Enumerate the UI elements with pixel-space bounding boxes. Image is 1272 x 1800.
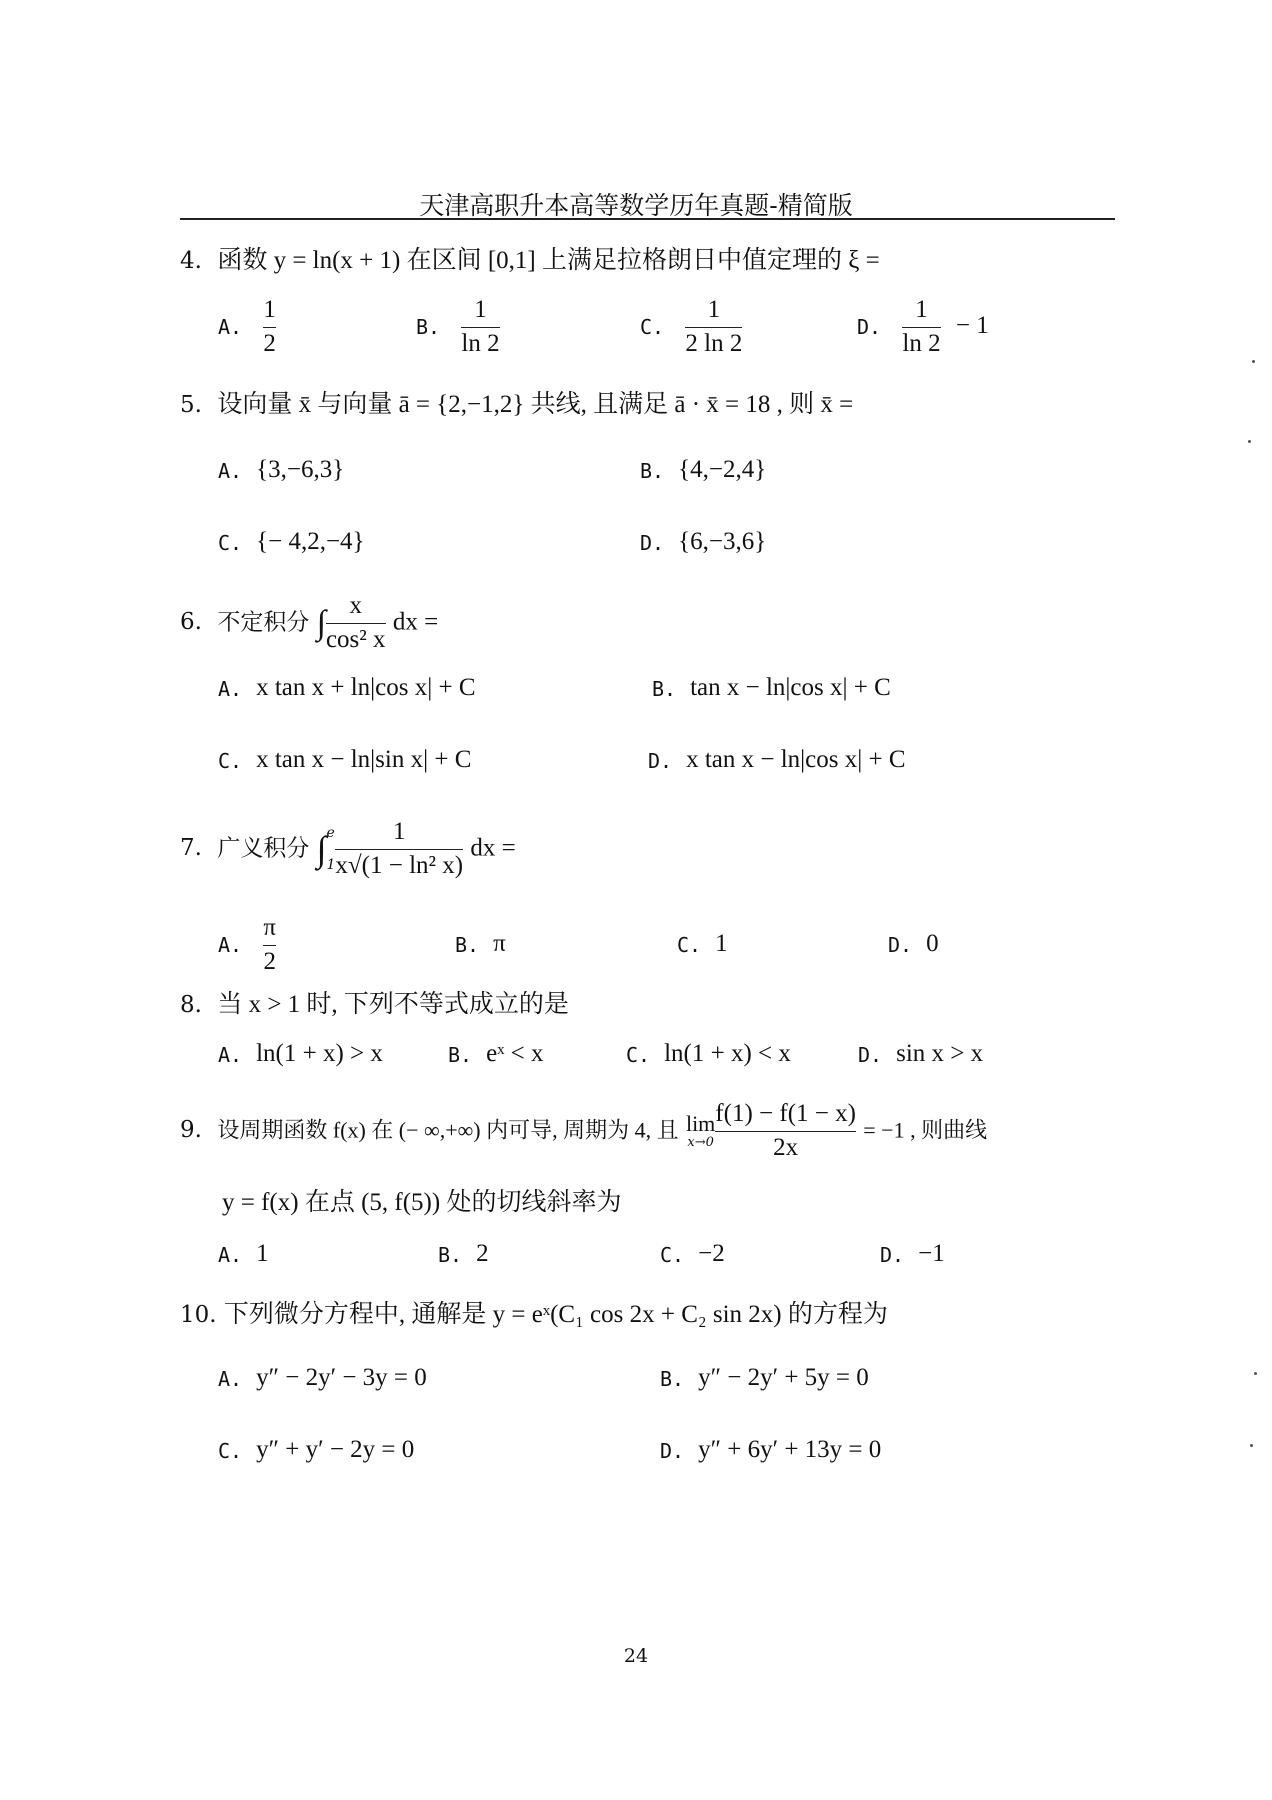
- q5-option-c: [218, 528, 365, 556]
- option-label: C.: [218, 749, 243, 773]
- option-fraction: [685, 296, 742, 359]
- lower-limit: 1: [326, 857, 336, 874]
- option-label: C.: [660, 1243, 685, 1267]
- q4-option-c: [640, 296, 742, 359]
- fraction-numerator: x: [349, 592, 362, 619]
- option-value: ln(1 + x) > x: [256, 1040, 383, 1067]
- limit-label: lim: [685, 1111, 716, 1137]
- option-fraction: [902, 296, 940, 359]
- question-text: y = f(x) 在点 (5, f(5)) 处的切线斜率为: [222, 1189, 622, 1216]
- scan-speck: [1254, 1372, 1257, 1375]
- question-9-line-2: [222, 1182, 621, 1218]
- scan-speck: [1248, 440, 1251, 443]
- q7-option-a: [218, 914, 276, 977]
- question-number: 10.: [180, 1302, 217, 1328]
- fraction-numerator: 1: [707, 296, 721, 323]
- integrand-fraction: [335, 818, 463, 881]
- q6-option-d: [648, 746, 906, 774]
- q8-option-c: [626, 1040, 791, 1068]
- page-number: 24: [623, 1645, 649, 1667]
- option-label: B.: [438, 1243, 463, 1267]
- question-number: 8.: [180, 992, 202, 1018]
- q7-option-b: [455, 930, 506, 958]
- q10-option-c: [218, 1436, 414, 1464]
- fraction-denominator: ln 2: [461, 329, 500, 357]
- option-value: −2: [698, 1240, 725, 1267]
- question-prefix: 不定积分: [217, 609, 310, 636]
- option-label: A.: [218, 933, 243, 958]
- option-label: C.: [640, 315, 665, 340]
- page-header-title: 天津高职升本高等数学历年真题-精简版: [419, 191, 853, 220]
- question-text: 设向量 x̄ 与向量 ā = {2,−1,2} 共线, 且满足 ā · x̄ = 18 , 则 x̄ =: [217, 391, 854, 418]
- option-label: C.: [218, 1439, 243, 1463]
- option-fraction: [461, 296, 499, 359]
- q6-option-c: [218, 746, 471, 774]
- question-10: [180, 1294, 888, 1330]
- q7-option-d: [888, 930, 939, 958]
- option-value: x tan x − ln|sin x| + C: [256, 746, 472, 773]
- question-suffix: dx =: [470, 834, 516, 862]
- option-label: B.: [660, 1367, 685, 1391]
- question-prefix: 设周期函数 f(x) 在 (− ∞,+∞) 内可导, 周期为 4, 且: [217, 1117, 679, 1143]
- option-label: C.: [218, 531, 243, 555]
- option-label: C.: [677, 933, 702, 957]
- fraction-denominator: 2: [263, 329, 276, 357]
- question-suffix: = −1 , 则曲线: [863, 1117, 988, 1143]
- q4-option-d: [857, 296, 989, 359]
- q10-option-d: [660, 1436, 881, 1464]
- option-label: B.: [448, 1043, 473, 1067]
- option-value: tan x − ln|cos x| + C: [690, 674, 891, 701]
- option-label: D.: [880, 1243, 905, 1267]
- option-value: ln(1 + x) < x: [664, 1040, 791, 1067]
- option-label: A.: [218, 1243, 243, 1267]
- q5-option-a: [218, 456, 344, 484]
- q5-option-b: [640, 456, 766, 484]
- q4-option-b: [416, 296, 500, 359]
- q4-option-a: [218, 296, 276, 359]
- question-text: 函数 y = ln(x + 1) 在区间 [0,1] 上满足拉格朗日中值定理的 ξ =: [217, 247, 880, 274]
- option-label: B.: [455, 933, 480, 957]
- question-number: 9.: [180, 1117, 202, 1144]
- fraction-numerator: 1: [915, 296, 928, 323]
- option-value: {3,−6,3}: [256, 456, 345, 483]
- fraction-numerator: π: [263, 914, 277, 941]
- header-rule: [180, 218, 1115, 220]
- definite-integral: [317, 825, 336, 873]
- option-value: −1: [918, 1240, 945, 1267]
- question-9: [180, 1100, 987, 1163]
- question-5: [180, 384, 853, 420]
- option-value: 2: [476, 1240, 489, 1267]
- question-4: [180, 240, 880, 276]
- option-value: π: [493, 930, 506, 957]
- q9-option-c: [660, 1240, 725, 1268]
- question-number: 7.: [180, 835, 202, 862]
- q8-option-a: [218, 1040, 383, 1068]
- option-label: A.: [218, 1367, 243, 1391]
- option-value: {6,−3,6}: [678, 528, 767, 555]
- question-8: [180, 984, 569, 1020]
- question-number: 6.: [180, 609, 202, 636]
- fraction-numerator: 1: [263, 296, 276, 323]
- option-value: y″ − 2y′ − 3y = 0: [256, 1364, 427, 1391]
- fraction-denominator: 2: [263, 947, 276, 975]
- option-value: x tan x − ln|cos x| + C: [686, 746, 906, 773]
- integrand-fraction: [326, 592, 386, 655]
- fraction-denominator: 2 ln 2: [685, 329, 743, 357]
- option-value: x tan x + ln|cos x| + C: [256, 674, 476, 701]
- q9-option-b: [438, 1240, 489, 1268]
- q8-option-b: [448, 1040, 544, 1068]
- question-prefix: 广义积分: [217, 835, 310, 862]
- q9-option-a: [218, 1240, 269, 1268]
- option-label: D.: [640, 531, 665, 555]
- integral-limits: [327, 825, 336, 873]
- limit-fraction: [715, 1100, 856, 1163]
- option-value: {4,−2,4}: [678, 456, 767, 483]
- question-6: [180, 592, 438, 655]
- option-value: eˣ < x: [486, 1040, 544, 1067]
- option-value: y″ − 2y′ + 5y = 0: [698, 1364, 869, 1391]
- option-label: A.: [218, 677, 243, 701]
- q6-option-b: [652, 674, 891, 702]
- limit-subscript: x→0: [687, 1135, 714, 1151]
- option-value: {− 4,2,−4}: [256, 528, 365, 555]
- question-suffix: dx =: [392, 608, 439, 636]
- option-value: sin x > x: [896, 1040, 984, 1067]
- option-value: y″ + y′ − 2y = 0: [256, 1436, 415, 1463]
- fraction-denominator: 2x: [773, 1133, 799, 1161]
- option-label: A.: [218, 1043, 243, 1067]
- fraction-denominator: ln 2: [902, 329, 941, 357]
- question-number: 4.: [180, 248, 202, 274]
- option-fraction: [263, 914, 276, 977]
- limit-operator: [686, 1112, 715, 1150]
- q10-option-a: [218, 1364, 427, 1392]
- option-label: D.: [648, 749, 673, 773]
- option-suffix: − 1: [955, 312, 989, 340]
- q6-option-a: [218, 674, 476, 702]
- question-text: 当 x > 1 时, 下列不等式成立的是: [217, 991, 569, 1018]
- integral-sign: ∫: [316, 829, 327, 870]
- option-label: D.: [858, 1043, 883, 1067]
- option-label: C.: [626, 1043, 651, 1067]
- scan-speck: [1252, 360, 1255, 363]
- option-fraction: [263, 296, 276, 359]
- q10-option-b: [660, 1364, 869, 1392]
- option-label: B.: [640, 459, 665, 483]
- integral-sign: ∫: [316, 604, 326, 642]
- option-label: A.: [218, 459, 243, 483]
- fraction-numerator: f(1) − f(1 − x): [715, 1100, 856, 1127]
- q8-option-d: [858, 1040, 983, 1068]
- fraction-numerator: 1: [474, 296, 487, 323]
- option-label: B.: [652, 677, 677, 701]
- option-label: D.: [857, 315, 882, 340]
- fraction-numerator: 1: [393, 818, 406, 845]
- option-label: B.: [416, 315, 441, 340]
- q7-option-c: [677, 930, 728, 958]
- q5-option-d: [640, 528, 766, 556]
- option-value: 0: [926, 930, 939, 957]
- option-label: D.: [888, 933, 913, 957]
- option-label: D.: [660, 1439, 685, 1463]
- q9-option-d: [880, 1240, 945, 1268]
- option-value: 1: [715, 930, 728, 957]
- question-text: 下列微分方程中, 通解是 y = eˣ(C₁ cos 2x + C₂ sin 2x) 的方程为: [223, 1301, 888, 1328]
- question-7: [180, 818, 516, 881]
- option-value: 1: [256, 1240, 269, 1267]
- fraction-denominator: cos² x: [325, 625, 386, 653]
- option-label: A.: [218, 315, 243, 340]
- fraction-denominator: x√(1 − ln² x): [335, 851, 464, 879]
- upper-limit: e: [326, 825, 335, 842]
- question-number: 5.: [180, 392, 202, 418]
- option-value: y″ + 6y′ + 13y = 0: [698, 1436, 882, 1463]
- scan-speck: [1250, 1444, 1253, 1447]
